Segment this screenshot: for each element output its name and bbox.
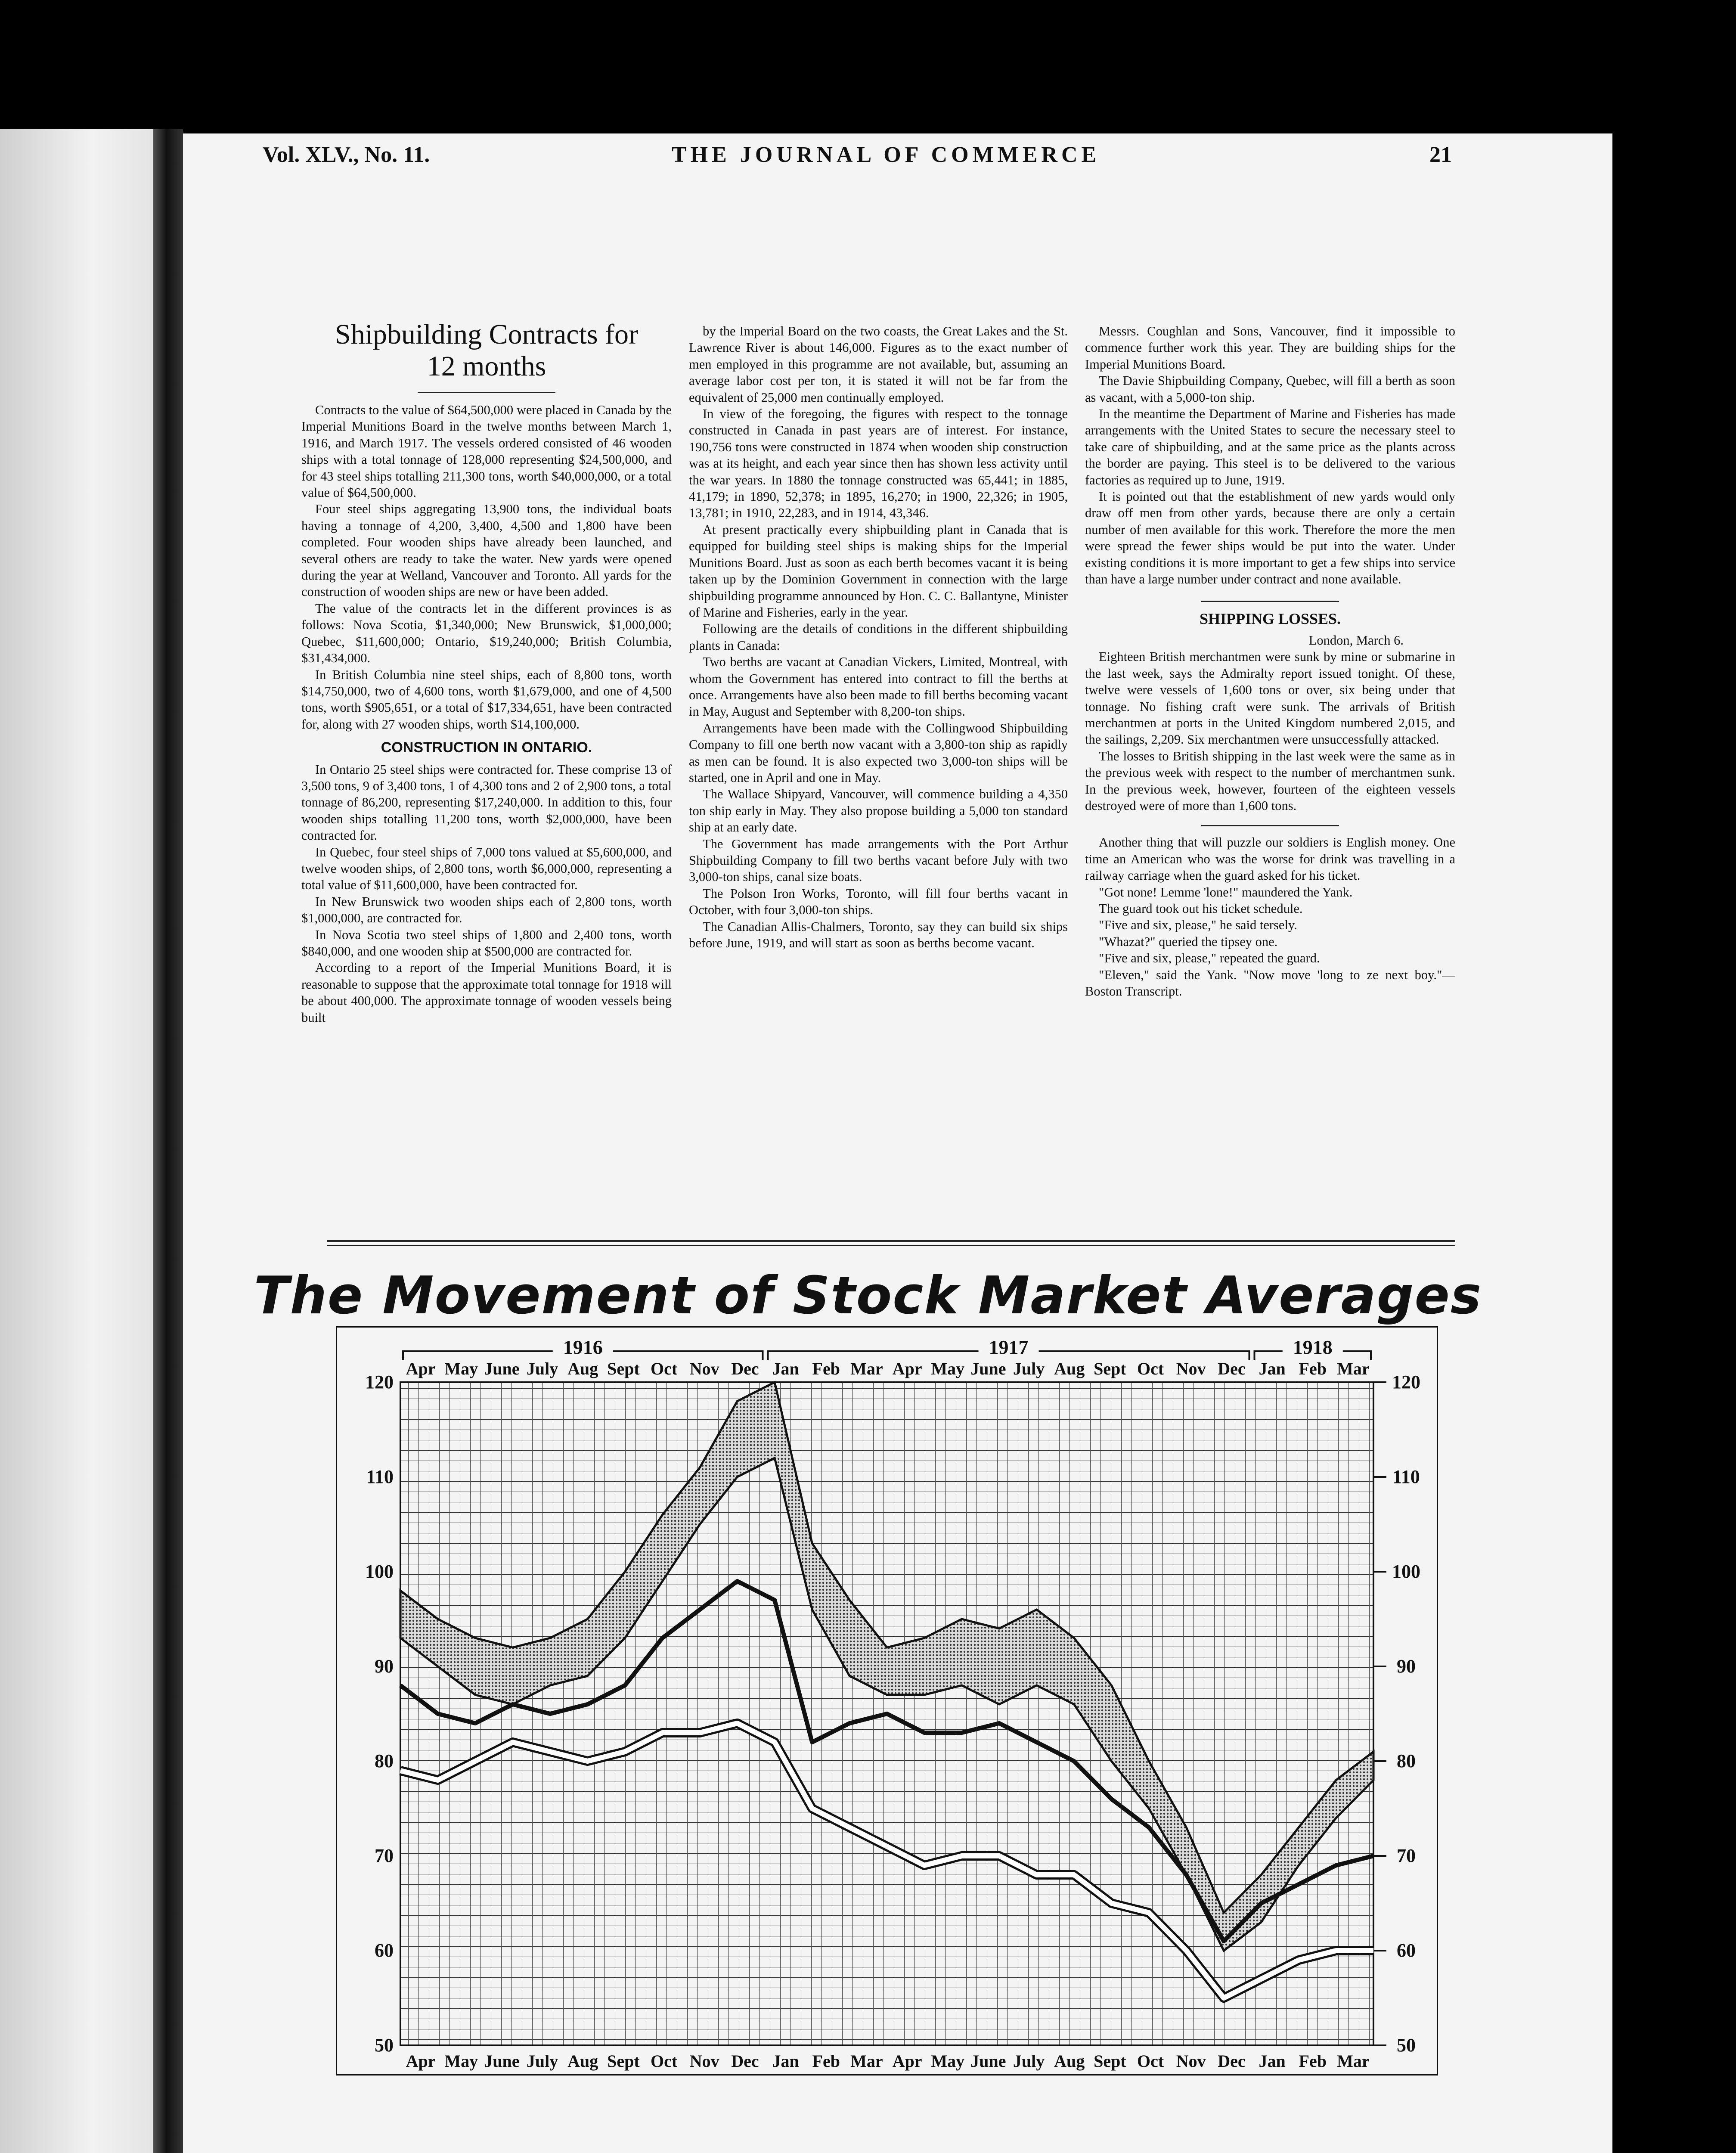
article-shipbuilding-col2 <box>689 323 1068 951</box>
paragraph: In view of the foregoing, the figures with respect to the tonnage constructed in Canada in past years are of interest. For instance, 190,756 tons were constructed in 1874 when wooden ship construction was at its height, and each year since then has shown less activity until the war years. In 1880 the tonnage constructed was 65,441; in 1885, 41,179; in 1890, 52,378; in 1895, 16,270; in 1900, 22,326; in 1905, 13,781; in 1910, 22,283, and in 1914, 43,346. <box>689 406 1068 521</box>
month-label-bottom: Dec <box>1218 2051 1246 2071</box>
month-label-top: Mar <box>1337 1359 1370 1378</box>
left-facing-page <box>0 129 153 2153</box>
y-tick-right: 100 <box>1392 1561 1420 1582</box>
paragraph: The Canadian Allis-Chalmers, Toronto, say they can build six ships before June, 1919, and will start as soon as berths become vacant. <box>689 919 1068 951</box>
month-label-bottom: Nov <box>1176 2051 1206 2071</box>
month-label-bottom: May <box>444 2051 478 2071</box>
month-label-bottom: Apr <box>406 2051 436 2071</box>
paragraph: The losses to British shipping in the last week were the same as in the previous week with respect to the number of merchantmen sunk. In the previous week, however, fourteen of the eighteen vessels destroyed were of more than 1,600 tons. <box>1085 748 1455 813</box>
paragraph: Arrangements have been made with the Collingwood Shipbuilding Company to fill one berth now vacant with a 3,800-ton ship as rapidly as men can be found. It is also expected two 3,000-ton ships will be started, one in April and one in May. <box>689 720 1068 785</box>
month-label-bottom: Feb <box>1299 2051 1327 2071</box>
month-label-top: Nov <box>689 1359 719 1378</box>
paragraph: The Davie Shipbuilding Company, Quebec, will fill a berth as soon as vacant, with a 5,000-ton ship. <box>1085 373 1455 405</box>
shipping-losses-title: SHIPPING LOSSES. <box>1199 610 1341 627</box>
month-label-top: Dec <box>1218 1359 1246 1378</box>
paragraph: Following are the details of conditions in the different shipbuilding plants in Canada: <box>689 621 1068 653</box>
paragraph: In the meantime the Department of Marine and Fisheries has made arrangements with the United States to secure the necessary steel to take care of shipbuilding, and at the same price as the plants across the border are paying. This steel is to be delivered to the various factories as required up to June, 1919. <box>1085 406 1455 487</box>
month-label-bottom: Jan <box>772 2051 799 2071</box>
paragraph: by the Imperial Board on the two coasts, the Great Lakes and the St. Lawrence River is about 146,000. Figures as to the exact number of men employed in this programme are not available, but, assuming an average labor cost per ton, it is stated it will not be far from the equivalent of 25,000 men continually employed. <box>689 324 1068 405</box>
y-tick-right: 80 <box>1397 1750 1416 1771</box>
month-label-bottom: June <box>970 2051 1006 2071</box>
month-label-top: May <box>444 1359 478 1378</box>
month-label-top: Feb <box>812 1359 840 1378</box>
month-label-bottom: Dec <box>731 2051 759 2071</box>
paragraph: In Quebec, four steel ships of 7,000 tons valued at $5,600,000, and twelve wooden ships, of 2,800 tons, worth $6,000,000, representing a total value of $11,600,000, have been contracted for. <box>301 844 672 893</box>
page-number: 21 <box>1429 143 1452 167</box>
month-label-top: Apr <box>892 1359 922 1378</box>
month-label-bottom: Oct <box>650 2051 678 2071</box>
y-tick-right: 70 <box>1397 1845 1416 1866</box>
paragraph: In Ontario 25 steel ships were contracted for. These comprise 13 of 3,500 tons, 9 of 3,400 tons, 1 of 4,300 tons and 2 of 2,900 tons, a total tonnage of 86,200, representing $17,240,000. In addition to this, four wooden ships totalling 11,200 tons, worth $2,000,000, have been contracted for. <box>301 762 672 843</box>
paragraph: Two berths are vacant at Canadian Vickers, Limited, Montreal, with whom the Government has entered into contract to fill the berths at once. Arrangements have also been made to fill berths becoming vacant in May, August and September with 8,200-ton ships. <box>689 655 1068 719</box>
y-tick-left: 100 <box>365 1561 394 1582</box>
month-label-bottom: July <box>1013 2051 1045 2071</box>
stock-market-chart <box>336 1326 1438 2075</box>
paragraph: The value of the contracts let in the different provinces is as follows: Nova Scotia, $1,340,000; New Brunswick, $1,000,000; Quebec, $11,600,000; Ontario, $19,240,000; British Columbia, $31,434,000. <box>301 601 672 666</box>
month-label-top: June <box>970 1359 1006 1378</box>
article-shipbuilding-col1 <box>301 319 672 1026</box>
divider <box>1201 825 1339 826</box>
dateline: London, March 6. <box>1308 633 1404 648</box>
y-tick-left: 60 <box>375 1940 394 1961</box>
month-label-top: July <box>1013 1359 1045 1378</box>
y-tick-right: 60 <box>1397 1940 1416 1961</box>
y-tick-right: 110 <box>1392 1466 1420 1487</box>
month-label-bottom: Feb <box>812 2051 840 2071</box>
subhead: CONSTRUCTION IN ONTARIO. <box>381 739 592 756</box>
month-label-top: June <box>484 1359 520 1378</box>
paragraph: Contracts to the value of $64,500,000 were placed in Canada by the Imperial Munitions Board in the twelve months between March 1, 1916, and March 1917. The vessels ordered consisted of 46 wooden ships with a total tonnage of 128,000 representing $24,500,000, and for 43 steel ships totalling 211,300 tons, worth $40,000,000, or a total value of $64,500,000. <box>301 403 672 500</box>
month-label-bottom: Nov <box>689 2051 719 2071</box>
anecdote <box>1085 834 1455 999</box>
y-tick-left: 110 <box>366 1466 394 1487</box>
month-label-top: Nov <box>1176 1359 1206 1378</box>
paragraph: In British Columbia nine steel ships, each of 8,800 tons, worth $14,750,000, two of 4,600 tons, worth $1,679,000, and one of 4,500 tons, worth $905,651, or a total of $17,334,651, have been contracted for, along with 27 wooden ships, worth $14,100,000. <box>301 667 672 732</box>
month-label-top: Feb <box>1299 1359 1327 1378</box>
year-label: 1917 <box>989 1336 1029 1358</box>
paragraph: "Got none! Lemme 'lone!" maundered the Yank. <box>1099 884 1353 900</box>
paragraph: Four steel ships aggregating 13,900 tons, the individual boats having a tonnage of 4,200, 3,400, 4,500 and 1,800 have been completed. Four wooden ships have already been launched, and several others are ready to take the water. New yards were opened during the year at Welland, Vancouver and Toronto. All yards for the construction of wooden ships are new or have been added. <box>301 502 672 599</box>
y-tick-left: 80 <box>375 1750 394 1771</box>
paragraph: At present practically every shipbuilding plant in Canada that is equipped for building steel ships is making ships for the Imperial Munitions Board. Just as soon as each berth becomes vacant it is being taken up by the Dominion Government in connection with the large shipbuilding programme announced by Hon. C. C. Ballantyne, Minister of Marine and Fisheries, early in the year. <box>689 522 1068 620</box>
paragraph: "Eleven," said the Yank. "Now move 'long to ze next boy."—Boston Transcript. <box>1085 967 1455 999</box>
month-label-bottom: June <box>484 2051 520 2071</box>
month-label-bottom: Oct <box>1137 2051 1164 2071</box>
month-label-bottom: Sept <box>1094 2051 1126 2071</box>
paragraph: In New Brunswick two wooden ships each of 2,800 tons, worth $1,000,000, are contracted for. <box>301 894 672 926</box>
paragraph: Messrs. Coughlan and Sons, Vancouver, find it impossible to commence further work this year. They are building ships for the Imperial Munitions Board. <box>1085 324 1455 372</box>
paragraph: "Whazat?" queried the tipsey one. <box>1099 934 1278 949</box>
paragraph: The guard took out his ticket schedule. <box>1099 901 1303 916</box>
article-title: Shipbuilding Contracts for 12 months <box>335 319 638 382</box>
section-rule <box>327 1240 1455 1246</box>
year-label: 1918 <box>1293 1336 1333 1358</box>
year-label: 1916 <box>563 1336 603 1358</box>
month-label-bottom: May <box>931 2051 965 2071</box>
paragraph: It is pointed out that the establishment of new yards would only draw off men from other yards, because there are only a certain number of men available for this work. Therefore the more the men were spread the fewer ships would be put into the water. Under existing conditions it is more important to get a few ships into service than have a large number under contract and none available. <box>1085 489 1455 587</box>
chart-title: The Movement of Stock Market Averages <box>254 1266 1482 1326</box>
month-label-top: Dec <box>731 1359 759 1378</box>
month-label-top: Mar <box>850 1359 883 1378</box>
month-label-bottom: Aug <box>1054 2051 1085 2071</box>
month-label-bottom: Mar <box>1337 2051 1370 2071</box>
month-label-bottom: Apr <box>892 2051 922 2071</box>
paragraph: According to a report of the Imperial Munitions Board, it is reasonable to suppose that the approximate total tonnage for 1918 will be about 400,000. The approximate tonnage of wooden vessels being built <box>301 960 672 1025</box>
month-label-top: Jan <box>772 1359 799 1378</box>
month-label-top: Sept <box>1094 1359 1126 1378</box>
paragraph: "Five and six, please," he said tersely. <box>1099 918 1297 933</box>
y-tick-right: 120 <box>1392 1371 1420 1393</box>
month-label-top: Oct <box>650 1359 678 1378</box>
month-label-top: Apr <box>406 1359 436 1378</box>
y-tick-left: 50 <box>375 2035 394 2056</box>
month-label-top: May <box>931 1359 965 1378</box>
paragraph: The Government has made arrangements with the Port Arthur Shipbuilding Company to fill two berths vacant before July with two 3,000-ton ships, canal size boats. <box>689 836 1068 884</box>
month-label-bottom: Aug <box>567 2051 598 2071</box>
divider <box>418 392 555 393</box>
paragraph: "Five and six, please," repeated the guard. <box>1099 951 1320 966</box>
paragraph: Another thing that will puzzle our soldiers is English money. One time an American who was the worse for drink was travelling in a railway carriage when the guard asked for his ticket. <box>1085 835 1455 883</box>
month-label-bottom: Mar <box>850 2051 883 2071</box>
y-tick-left: 70 <box>375 1845 394 1866</box>
y-tick-right: 90 <box>1397 1656 1416 1677</box>
article-paragraphs <box>301 402 672 732</box>
month-label-bottom: July <box>526 2051 558 2071</box>
month-label-top: Aug <box>1054 1359 1085 1378</box>
journal-title: THE JOURNAL OF COMMERCE <box>672 143 1100 167</box>
month-label-bottom: Jan <box>1259 2051 1286 2071</box>
divider <box>1201 601 1339 602</box>
y-tick-left: 120 <box>365 1371 394 1393</box>
paragraph: In Nova Scotia two steel ships of 1,800 and 2,400 tons, worth $840,000, and one wooden ship at $500,000 are contracted for. <box>301 927 672 959</box>
month-label-top: Aug <box>567 1359 598 1378</box>
paragraph: Eighteen British merchantmen were sunk by mine or submarine in the last week, says the Admiralty report issued tonight. Of these, twelve were vessels of 1,600 tons or over, six being under that tonnage. No fishing craft were sunk. The arrivals of British merchantmen at ports in the United Kingdom numbered 2,015, and the sailings, 2,209. Six merchantmen were unsuccessfully attacked. <box>1085 649 1455 747</box>
month-label-top: July <box>526 1359 558 1378</box>
volume-number: Vol. XLV., No. 11. <box>263 143 430 167</box>
month-label-top: Oct <box>1137 1359 1164 1378</box>
y-tick-left: 90 <box>375 1656 394 1677</box>
paragraph: The Polson Iron Works, Toronto, will fill four berths vacant in October, with four 3,000-ton ships. <box>689 886 1068 918</box>
article-paragraphs-2 <box>301 761 672 1026</box>
book-gutter <box>153 129 183 2153</box>
y-tick-right: 50 <box>1397 2035 1416 2056</box>
paragraph: The Wallace Shipyard, Vancouver, will commence building a 4,350 ton ship early in May. They also propose building a 5,000 ton standard ship at an early date. <box>689 787 1068 835</box>
month-label-top: Sept <box>607 1359 640 1378</box>
month-label-bottom: Sept <box>607 2051 640 2071</box>
month-label-top: Jan <box>1259 1359 1286 1378</box>
article-col3 <box>1085 323 1455 999</box>
